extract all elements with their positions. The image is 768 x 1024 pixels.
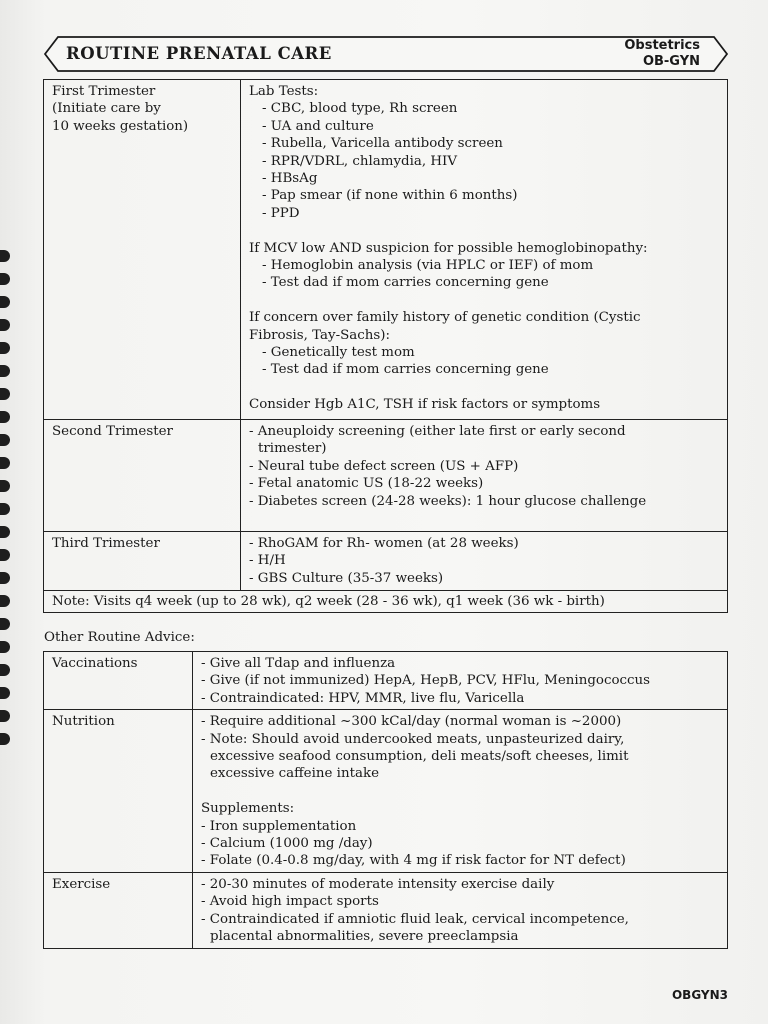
binding-ring	[0, 319, 10, 331]
binding-ring	[0, 273, 10, 285]
binding-ring	[0, 664, 10, 676]
content-line: - Aneuploidy screening (either late first or early second	[249, 424, 626, 439]
spiral-binding	[0, 250, 14, 770]
content-line: - Calcium (1000 mg /day)	[201, 836, 373, 852]
row-label-line: Third Trimester	[52, 536, 160, 551]
binding-ring	[0, 687, 10, 699]
content-line: - Fetal anatomic US (18-22 weeks)	[249, 476, 484, 492]
section-label	[624, 38, 700, 70]
content-line: - H/H	[249, 553, 286, 569]
binding-ring	[0, 342, 10, 354]
row-content-cell	[241, 80, 728, 420]
row-label-cell	[44, 420, 241, 532]
binding-ring	[0, 503, 10, 515]
content-line: trimester)	[258, 441, 327, 457]
binding-ring	[0, 296, 10, 308]
binding-ring	[0, 365, 10, 377]
binding-ring	[0, 595, 10, 607]
content-line: - Test dad if mom carries concerning gene	[262, 362, 549, 378]
content-line: - PPD	[262, 205, 300, 221]
row-label-cell	[44, 872, 193, 948]
content-line: Lab Tests:	[249, 84, 319, 99]
content-line: Supplements:	[201, 801, 295, 817]
table-row	[44, 80, 728, 420]
page-footer-code: OBGYN3	[671, 988, 728, 1002]
content-line: - Pap smear (if none within 6 months)	[262, 188, 518, 204]
content-line: - Genetically test mom	[262, 345, 415, 361]
row-label-line: (Initiate care by	[52, 101, 161, 117]
row-label-line: Vaccinations	[52, 656, 138, 671]
content-line: placental abnormalities, severe preeclampsia	[210, 929, 519, 945]
row-label-line: First Trimester	[52, 84, 156, 99]
binding-ring	[0, 733, 10, 745]
content-line: - Contraindicated if amniotic fluid leak, cervical incompetence,	[201, 911, 629, 927]
note-row	[44, 591, 728, 613]
subsection-name: OB-GYN	[642, 54, 700, 69]
content-line: - Avoid high impact sports	[201, 894, 379, 910]
binding-ring	[0, 434, 10, 446]
table-row	[44, 872, 728, 948]
header-banner	[44, 36, 728, 72]
binding-ring	[0, 618, 10, 630]
binding-ring	[0, 411, 10, 423]
table-row	[44, 420, 728, 532]
content-line: If concern over family history of genetic condition (Cystic	[249, 310, 641, 326]
content-line: - RPR/VDRL, chlamydia, HIV	[262, 153, 458, 169]
content-line: - Require additional ~300 kCal/day (normal woman is ~2000)	[201, 714, 622, 730]
content-line: - Folate (0.4-0.8 mg/day, with 4 mg if risk factor for NT defect)	[201, 853, 626, 869]
content-line: If MCV low AND suspicion for possible hemoglobinopathy:	[249, 240, 648, 256]
section-name: Obstetrics	[624, 38, 700, 53]
row-label-cell	[44, 80, 241, 420]
row-label-line: Nutrition	[52, 714, 115, 730]
content-line: - RhoGAM for Rh- women (at 28 weeks)	[249, 536, 519, 551]
row-content-cell	[193, 872, 728, 948]
prenatal-care-table	[43, 79, 728, 613]
blank-line	[249, 222, 719, 239]
content-line: Consider Hgb A1C, TSH if risk factors or symptoms	[249, 397, 601, 413]
binding-ring	[0, 388, 10, 400]
page-title: ROUTINE PRENATAL CARE	[66, 44, 332, 63]
content-line: - Note: Should avoid undercooked meats, unpasteurized dairy,	[201, 731, 625, 747]
blank-line	[249, 379, 719, 396]
content-line: - Diabetes screen (24-28 weeks): 1 hour glucose challenge	[249, 493, 647, 509]
row-content-cell	[241, 532, 728, 591]
row-content-cell	[193, 652, 728, 710]
content-line: - CBC, blood type, Rh screen	[262, 101, 458, 117]
binding-ring	[0, 480, 10, 492]
table-row	[44, 652, 728, 710]
content-line: - Rubella, Varicella antibody screen	[262, 136, 503, 152]
binding-ring	[0, 710, 10, 722]
content-line: Fibrosis, Tay-Sachs):	[249, 327, 390, 343]
row-label-cell	[44, 532, 241, 591]
row-label-cell	[44, 652, 193, 710]
routine-advice-table	[43, 651, 728, 949]
row-content-cell	[241, 420, 728, 532]
content-line: - Iron supplementation	[201, 818, 357, 834]
row-label-cell	[44, 710, 193, 873]
binding-ring	[0, 457, 10, 469]
content-line: - UA and culture	[262, 118, 374, 134]
visit-schedule-note: Note: Visits q4 week (up to 28 wk), q2 week (28 - 36 wk), q1 week (36 wk - birth)	[44, 591, 728, 613]
row-label-line: Second Trimester	[52, 424, 173, 439]
content-line: - GBS Culture (35-37 weeks)	[249, 570, 444, 586]
content-line: - Test dad if mom carries concerning gene	[262, 275, 549, 291]
content-line: - HBsAg	[262, 171, 318, 187]
content-line: - Give all Tdap and influenza	[201, 656, 396, 671]
other-advice-heading: Other Routine Advice:	[44, 630, 195, 645]
content-line: - Neural tube defect screen (US + AFP)	[249, 458, 519, 474]
table-row	[44, 710, 728, 873]
binding-ring	[0, 641, 10, 653]
content-line: - Give (if not immunized) HepA, HepB, PCV, HFlu, Meningococcus	[201, 673, 651, 689]
content-line: excessive caffeine intake	[210, 766, 379, 782]
content-line: - 20-30 minutes of moderate intensity exercise daily	[201, 876, 555, 892]
row-label-line: Exercise	[52, 876, 111, 892]
blank-line	[201, 783, 719, 800]
content-line: - Contraindicated: HPV, MMR, live flu, Varicella	[201, 690, 525, 706]
binding-ring	[0, 250, 10, 262]
binding-ring	[0, 526, 10, 538]
blank-line	[249, 292, 719, 309]
row-label-line: 10 weeks gestation)	[52, 118, 189, 134]
content-line: - Hemoglobin analysis (via HPLC or IEF) of mom	[262, 258, 594, 274]
content-line: excessive seafood consumption, deli meats/soft cheeses, limit	[210, 749, 629, 765]
row-content-cell	[193, 710, 728, 873]
binding-ring	[0, 549, 10, 561]
binding-ring	[0, 572, 10, 584]
table-row	[44, 532, 728, 591]
